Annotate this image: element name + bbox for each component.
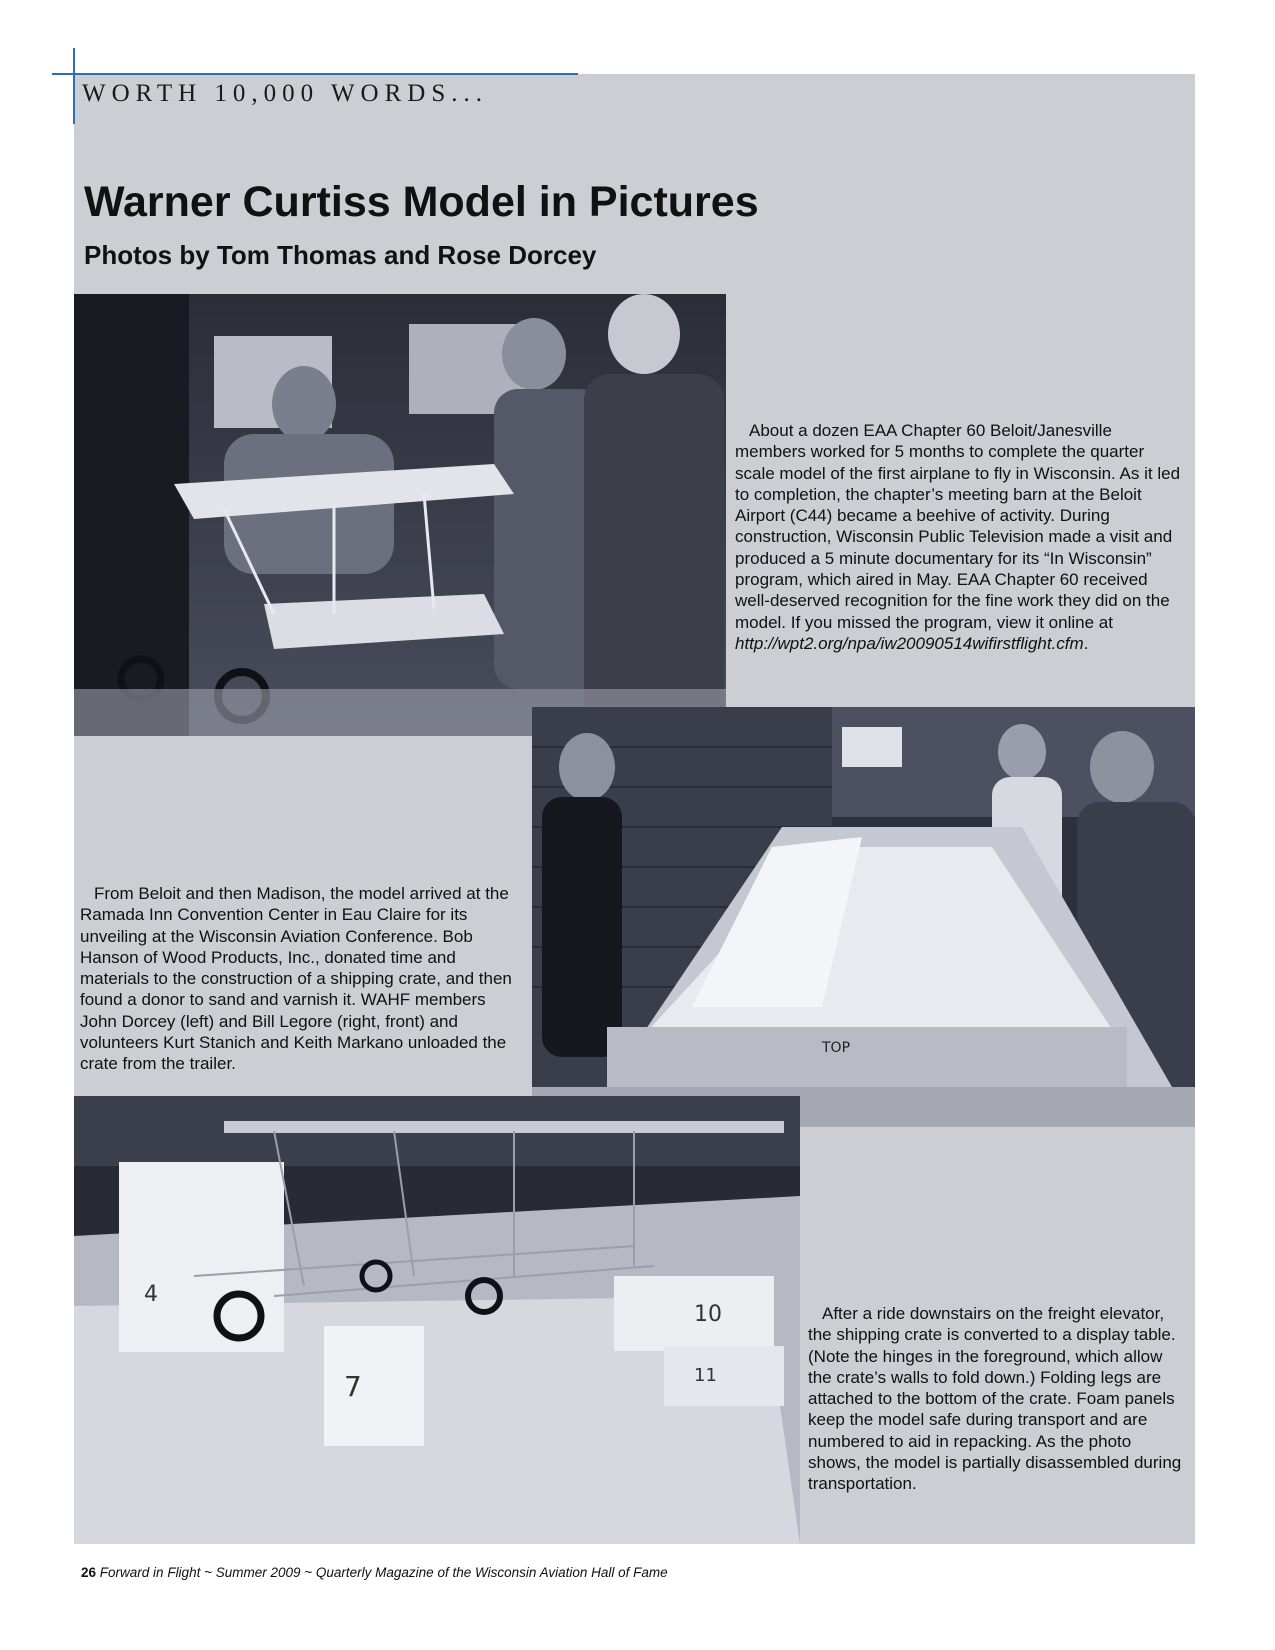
header-rule-vertical	[73, 48, 75, 124]
footer-publication: Forward in Flight ~ Summer 2009 ~ Quarterly Magazine of the Wisconsin Aviation Hall of Fame	[99, 1565, 668, 1580]
photo-crate-unloading	[532, 707, 1195, 1127]
crate-top-label: TOP	[822, 1040, 851, 1056]
documentary-link[interactable]: http://wpt2.org/npa/iw20090514wifirstflight.cfm	[735, 633, 1084, 653]
page-number: 26	[81, 1565, 97, 1580]
foam-label-10: 10	[694, 1302, 722, 1327]
article-title: Warner Curtiss Model in Pictures	[84, 178, 759, 226]
page-footer	[81, 1565, 668, 1580]
caption-workshop-end: .	[1083, 633, 1089, 653]
foam-label-4: 4	[144, 1282, 158, 1307]
caption-workshop	[735, 420, 1185, 654]
article-byline: Photos by Tom Thomas and Rose Dorcey	[84, 240, 597, 270]
foam-label-11: 11	[694, 1365, 717, 1386]
caption-workshop-text: About a dozen EAA Chapter 60 Beloit/Janesville members worked for 5 months to complete the quarter scale model of the first airplane to fly in Wisconsin. As it led to completion, the chapter’s meeting barn at the Beloit Airport (C44) became a beehive of activity. During construction, Wisconsin Public Television made a visit and produced a 5 minute documentary for its “In Wisconsin” program, which aired in May. EAA Chapter 60 received well-deserved recognition for the fine work they did on the model. If you missed the program, view it online at	[735, 421, 1181, 632]
section-kicker: WORTH 10,000 WORDS...	[82, 80, 488, 107]
caption-crate-unloading: From Beloit and then Madison, the model arrived at the Ramada Inn Convention Center in Eau Claire for its unveiling at the Wisconsin Aviation Conference. Bob Hanson of Wood Products, Inc., donated time and materials to the construction of a shipping crate, and then found a donor to sand and varnish it. WAHF members John Dorcey (left) and Bill Legore (right, front) and volunteers Kurt Stanich and Keith Markano unloaded the crate from the trailer.	[80, 884, 512, 1074]
photo-display-table	[74, 1096, 800, 1544]
header-rule-horizontal	[52, 73, 578, 75]
photo-workshop	[74, 294, 726, 736]
foam-label-7: 7	[344, 1370, 362, 1403]
caption-display-table: After a ride downstairs on the freight elevator, the shipping crate is converted to a display table. (Note the hinges in the foreground, which allow the crate’s walls to fold down.) Folding legs are attached to the bottom of the crate. Foam panels keep the model safe during transport and are numbered to aid in repacking. As the photo shows, the model is partially disassembled during transportation.	[808, 1304, 1182, 1494]
